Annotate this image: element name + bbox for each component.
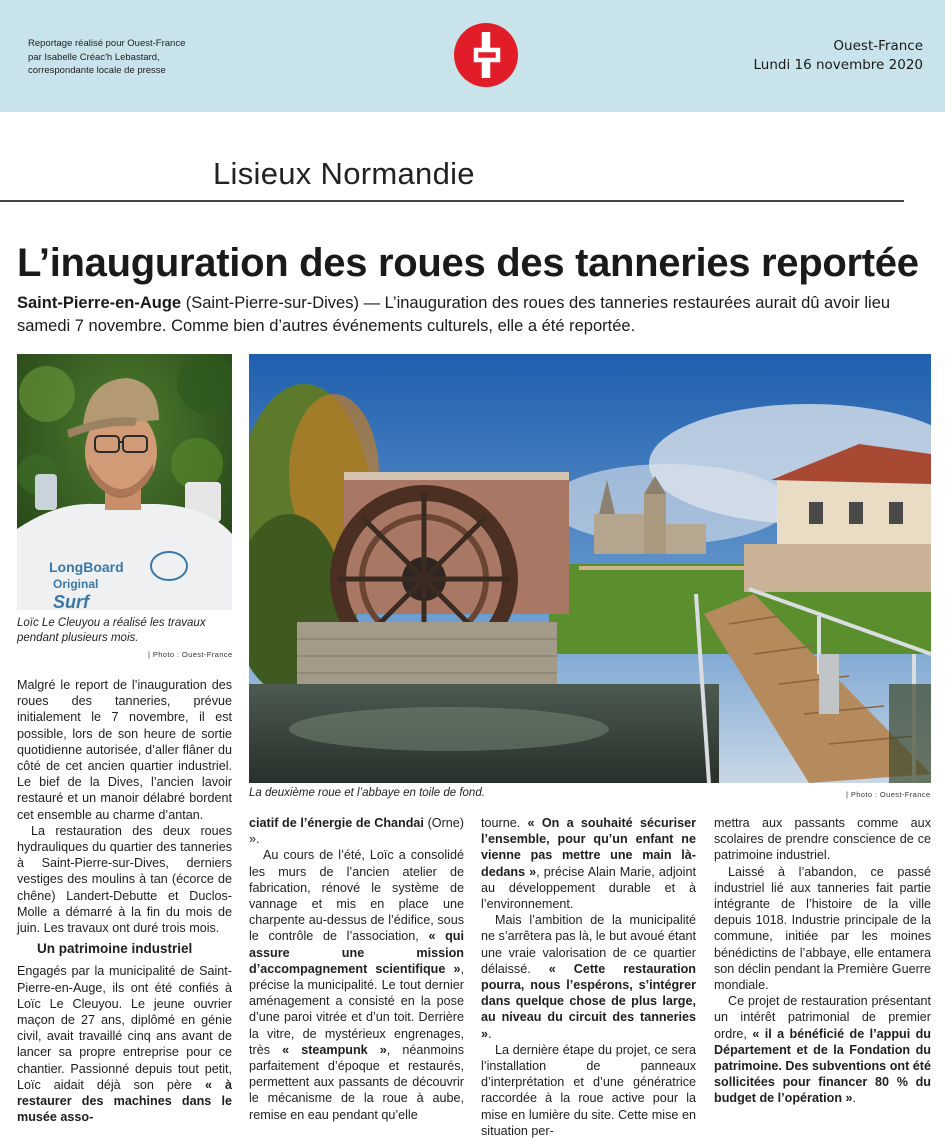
publication-name: Ouest-France [833,38,923,54]
quote-text: « steampunk » [282,1042,387,1057]
subheading: Un patrimoine industriel [37,941,193,957]
portrait-photo-credit: | Photo : Ouest-France [148,650,233,659]
paragraph-text: Ce projet de restauration présentant un intérêt patrimonial de premier ordre, [714,994,931,1041]
quote-text: « Cette restauration pourra, nous l’espérons, s’intégrer dans quelque chose de plus large, au niveau du circuit des tanneries » [481,961,696,1041]
paragraph-text: (Orne) ». [249,816,464,847]
section-divider [0,200,904,202]
article-column-3 [481,815,696,1139]
paragraph-text: . [852,1091,857,1106]
quote-text: « On a souhaité sécuriser l’ensemble, pour qu’un enfant ne vienne pas mettre une main là-dedans » [481,816,696,879]
article-column-4 [714,815,931,1107]
paragraph [249,815,464,847]
paragraph: Laissé à l’abandon, ce passé industriel lié aux tanneries fait partie intégrante de l’histoire de la ville depuis 1018. Industrie principale de la commune, initiée par les moines bénédictins de l’abbaye, elle entamera son déclin pendant la Première Guerre mondiale. [714,864,931,993]
paragraph-text: Mais l’ambition de la municipalité ne s’arrêtera pas là, le but avoué étant une vraie valorisation de ce quartier délaissé. [481,913,696,976]
publication-date: Lundi 16 novembre 2020 [753,57,923,73]
article-lede [17,292,927,338]
credit-line: Reportage réalisé pour Ouest-France [28,38,186,49]
ouest-france-logo [454,23,518,87]
credit-line: correspondante locale de presse [28,65,166,76]
article-column-1 [17,677,232,1125]
paragraph-text: Engagés par la municipalité de Saint-Pierre-en-Auge, ils ont été confiés à Loïc Le Cleuyou. Le jeune ouvrier maçon de 27 ans, diplômé en génie civil, avait travaillé cinq ans avant de lancer sa propre entreprise pour ce chantier. Passionné depuis tout petit, Loïc aidait déjà son père [17,964,232,1092]
shirt-text: Surf [53,592,89,610]
main-photo [249,354,931,783]
portrait-photo [17,354,232,610]
paragraph: Malgré le report de l’inauguration des roues des tanneries, prévue initialement le 7 novembre, il est possible, lors de son heure de sortie quotidienne autorisée, d’aller flâner du côté de cet ancien quartier industriel. Le bief de la Dives, l’ancien lavoir restauré et un manoir délabré bordent cet ensemble au charme d’antan. [17,678,232,822]
paragraph-text: Au cours de l’été, Loïc a consolidé les murs de l’ancien atelier de fabrication, rénové le système de vannage et mis en place une charpente au-dessus de l’édifice, sous le contrôle de l’association, [249,848,464,944]
paragraph: La dernière étape du projet, ce sera l’installation de panneaux d’interprétation et d’une génératrice raccordée à la roue active pour la mise en lumière du site. Cette mise en situation per- [481,1042,696,1138]
lede-location: Saint-Pierre-en-Auge [17,294,182,312]
article-headline: L’inauguration des roues des tanneries reportée [17,241,919,285]
paragraph [17,963,232,1125]
header-banner [0,0,945,112]
paragraph-text: , précise Alain Marie, adjoint au développement durable et à l’environnement. [481,864,696,912]
shirt-text: LongBoard [49,559,124,575]
publication-info [753,37,923,75]
paragraph-text: , néanmoins parfaitement d’époque et restaurés, permettent aux passants de découvrir le mécanisme de la roue à aube, remise en eau pendant qu’elle [249,1042,464,1122]
shirt-text: Original [53,577,99,591]
portrait-caption [17,616,232,646]
main-photo-credit: | Photo : Ouest-France [846,790,931,799]
caption-line: pendant plusieurs mois. [17,632,139,644]
main-photo-caption: La deuxième roue et l’abbaye en toile de fond. [249,787,485,799]
quote-text: « il a bénéficié de l’appui du Département et de la Fondation du patrimoine. Des subventions ont été sollicitées pour financer 80 % du budget de l’opération » [714,1026,931,1106]
paragraph-text: , précise la municipalité. Le tout dernier aménagement a consisté en la pose d’une paroi vitrée et d’un toit. Derrière la vitre, de mystérieux engrenages, très [249,961,464,1057]
reporter-credit [28,37,185,78]
quote-text: « qui assure une mission d’accompagnement scientifique » [249,929,465,976]
paragraph: mettra aux passants comme aux scolaires de prendre conscience de ce patrimoine industriel. [714,816,931,863]
paragraph [481,912,696,1042]
section-title: Lisieux Normandie [213,156,475,191]
credit-line: par Isabelle Créac'h Lebastard, [28,51,160,63]
paragraph [249,847,464,1122]
paragraph: La restauration des deux roues hydrauliques du quartier des tanneries à Saint-Pierre-sur-Dives, derniers vestiges des moulins à tan (écorce de chêne) Landert-Debutte et Duclos-Molle a démarré à la fin du mois de juin. Les travaux ont duré trois mois. [17,823,232,936]
lede-text: L’inauguration des roues des tanneries restaurées aurait dû avoir lieu samedi 7 novembre. Comme bien d’autres événements culturels, elle a été reportée. [17,294,891,335]
lede-location-detail: (Saint-Pierre-sur-Dives) — [181,294,385,312]
article-column-2 [249,815,464,1123]
paragraph [481,815,696,912]
quote-text: ciatif de l’énergie de Chandai [249,816,424,830]
paragraph [714,993,931,1106]
paragraph-text: . [488,1026,492,1041]
quote-text: « à restaurer des machines dans le musée asso- [17,1077,232,1125]
paragraph-text: tourne. [481,816,528,830]
caption-line: Loïc Le Cleuyou a réalisé les travaux [17,617,206,629]
